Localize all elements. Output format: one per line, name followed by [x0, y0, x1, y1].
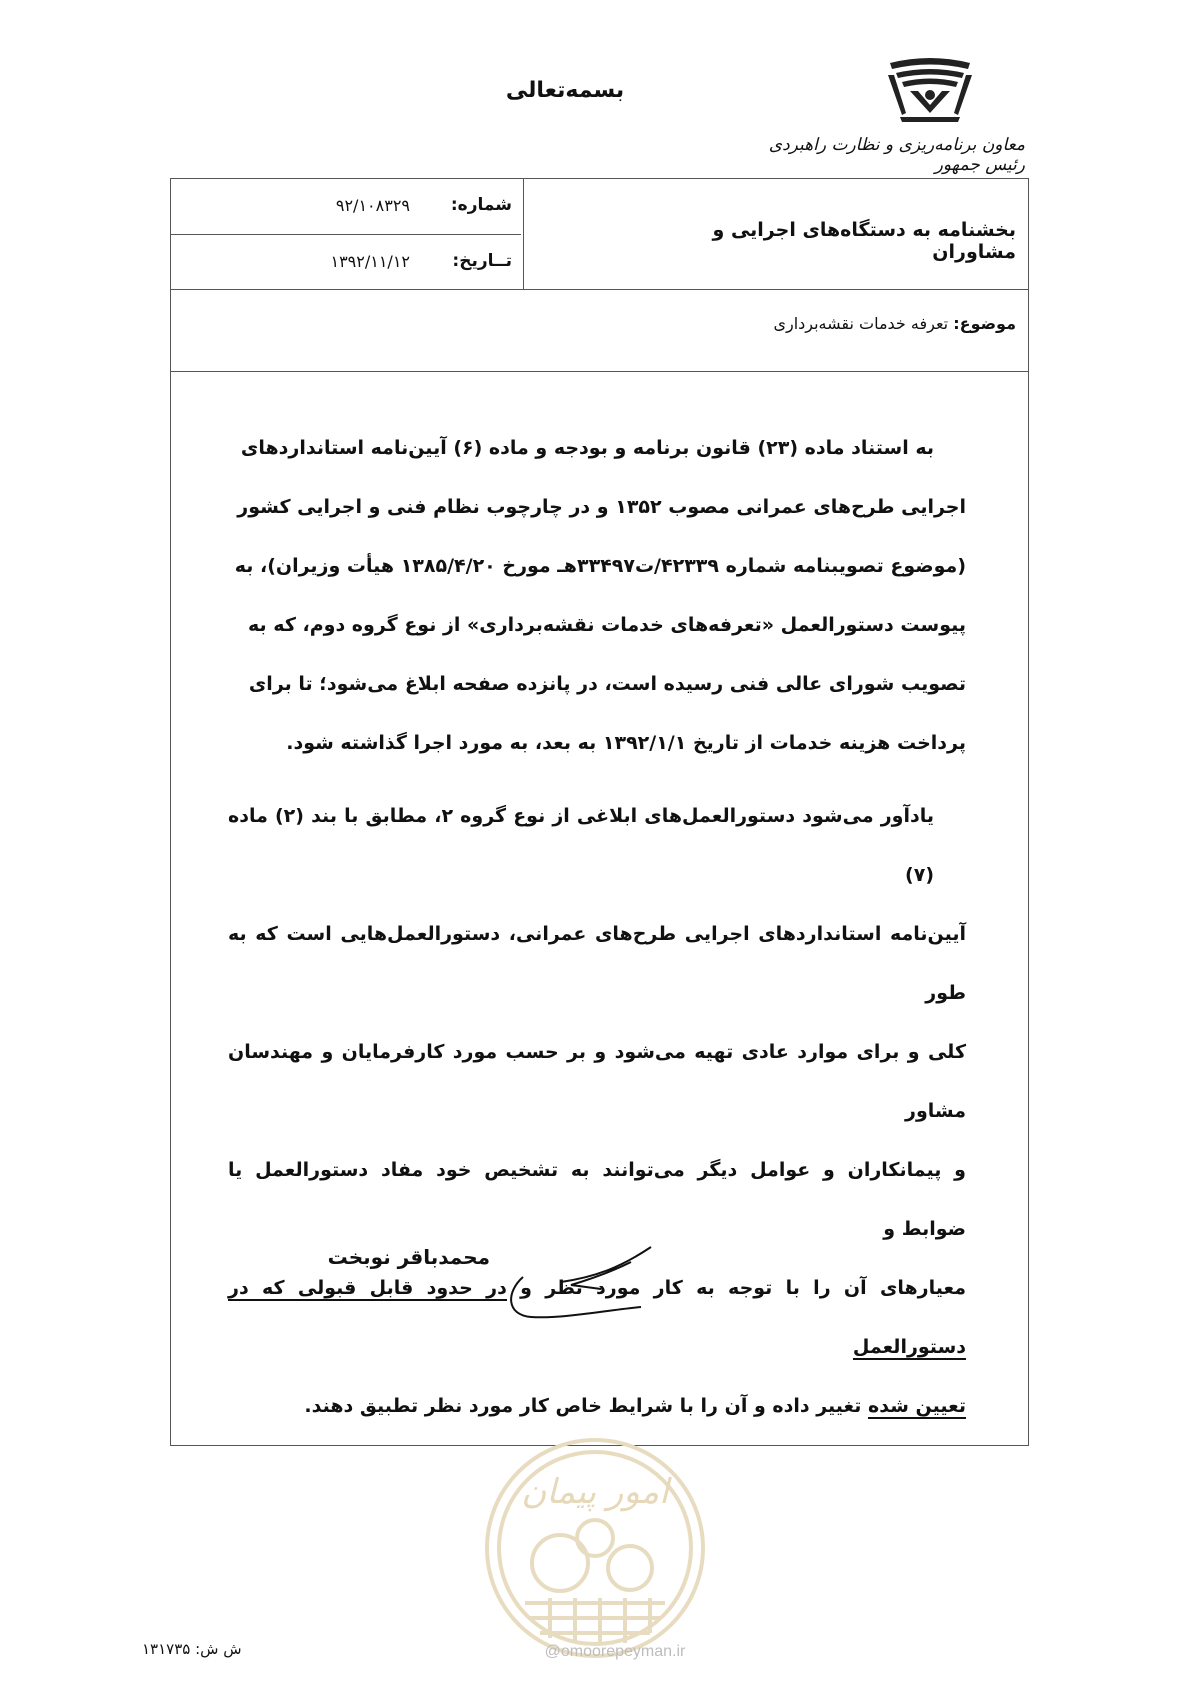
- paragraph-line: و پیمانکاران و عوامل دیگر می‌توانند به تشخیص خود مفاد دستورالعمل یا ضوابط و: [228, 1159, 966, 1240]
- footer-reference: ش ش: ۱۳۱۷۳۵: [142, 1640, 242, 1658]
- line-text: تغییر داده و آن را با شرایط خاص کار مورد نظر تطبیق دهند.: [304, 1395, 869, 1417]
- watermark-website: @omoorepeyman.ir: [544, 1643, 686, 1660]
- paragraph-line: تصویب شورای عالی فنی رسیده است، در پانزده صفحه ابلاغ می‌شود؛ تا برای: [248, 673, 966, 695]
- organization-logo: [880, 55, 980, 125]
- underlined-text: در حدود قابل قبولی که در دستورالعمل: [228, 1277, 966, 1358]
- recipient-title: بخشنامه به دستگاه‌های اجرایی و مشاوران: [712, 219, 1016, 263]
- watermark-seal: [480, 1433, 710, 1663]
- subject-label: موضوع:: [953, 314, 1016, 333]
- date-label: تــاریخ:: [452, 251, 512, 271]
- paragraph-line: [228, 1377, 966, 1436]
- paragraph-line: (موضوع تصویبنامه شماره ۴۲۳۳۹/ت۳۳۴۹۷هـ مورخ ۱۳۸۵/۴/۲۰ هیأت وزیران)، به: [234, 555, 966, 577]
- line-text: معیارهای آن را با توجه به کار مورد نظر و: [506, 1277, 967, 1299]
- body-paragraph-2: [228, 787, 966, 1436]
- body-paragraph-1: [228, 419, 966, 773]
- paragraph-line: یادآور می‌شود دستورالعمل‌های ابلاغی از نوع گروه ۲، مطابق با بند (۲) ماده (۷): [228, 805, 934, 886]
- header-divider: [171, 289, 1028, 290]
- seal-text: امور پیمان: [521, 1472, 669, 1512]
- meta-divider-horizontal: [171, 234, 521, 235]
- organization-name: معاون برنامه‌ریزی و نظارت راهبردی رئیس جمهور: [768, 135, 1025, 175]
- subject-divider: [171, 371, 1028, 372]
- paragraph-line: اجرایی طرح‌های عمرانی مصوب ۱۳۵۲ و در چارچوب نظام فنی و اجرایی کشور: [237, 496, 966, 518]
- paragraph-line: پیوست دستورالعمل «تعرفه‌های خدمات نقشه‌برداری» از نوع گروه دوم، که به: [248, 614, 966, 636]
- basmala-heading: بسمه‌تعالی: [505, 78, 625, 103]
- handwritten-signature: [501, 1237, 671, 1327]
- paragraph-line: به استناد ماده (۲۳) قانون برنامه و بودجه و ماده (۶) آیین‌نامه استانداردهای: [240, 437, 934, 459]
- letter-frame: [170, 178, 1029, 1446]
- meta-divider-vertical: [523, 179, 524, 289]
- paragraph-line: کلی و برای موارد عادی تهیه می‌شود و بر حسب مورد کارفرمایان و مهندسان مشاور: [228, 1041, 966, 1122]
- subject-line: [416, 314, 1016, 333]
- subject-value: تعرفه خدمات نقشه‌برداری: [773, 314, 949, 333]
- paragraph-line: پرداخت هزینه خدمات از تاریخ ۱۳۹۲/۱/۱ به بعد، به مورد اجرا گذاشته شود.: [286, 732, 966, 754]
- date-value: ۱۳۹۲/۱۱/۱۲: [330, 252, 410, 271]
- number-value: ۹۲/۱۰۸۳۲۹: [335, 196, 410, 215]
- underlined-text: تعیین شده: [868, 1395, 966, 1417]
- number-label: شماره:: [450, 195, 512, 215]
- signer-name: محمدباقر نوبخت: [327, 1245, 490, 1269]
- paragraph-line: آیین‌نامه استانداردهای اجرایی طرح‌های عمرانی، دستورالعمل‌هایی است که به طور: [228, 923, 966, 1004]
